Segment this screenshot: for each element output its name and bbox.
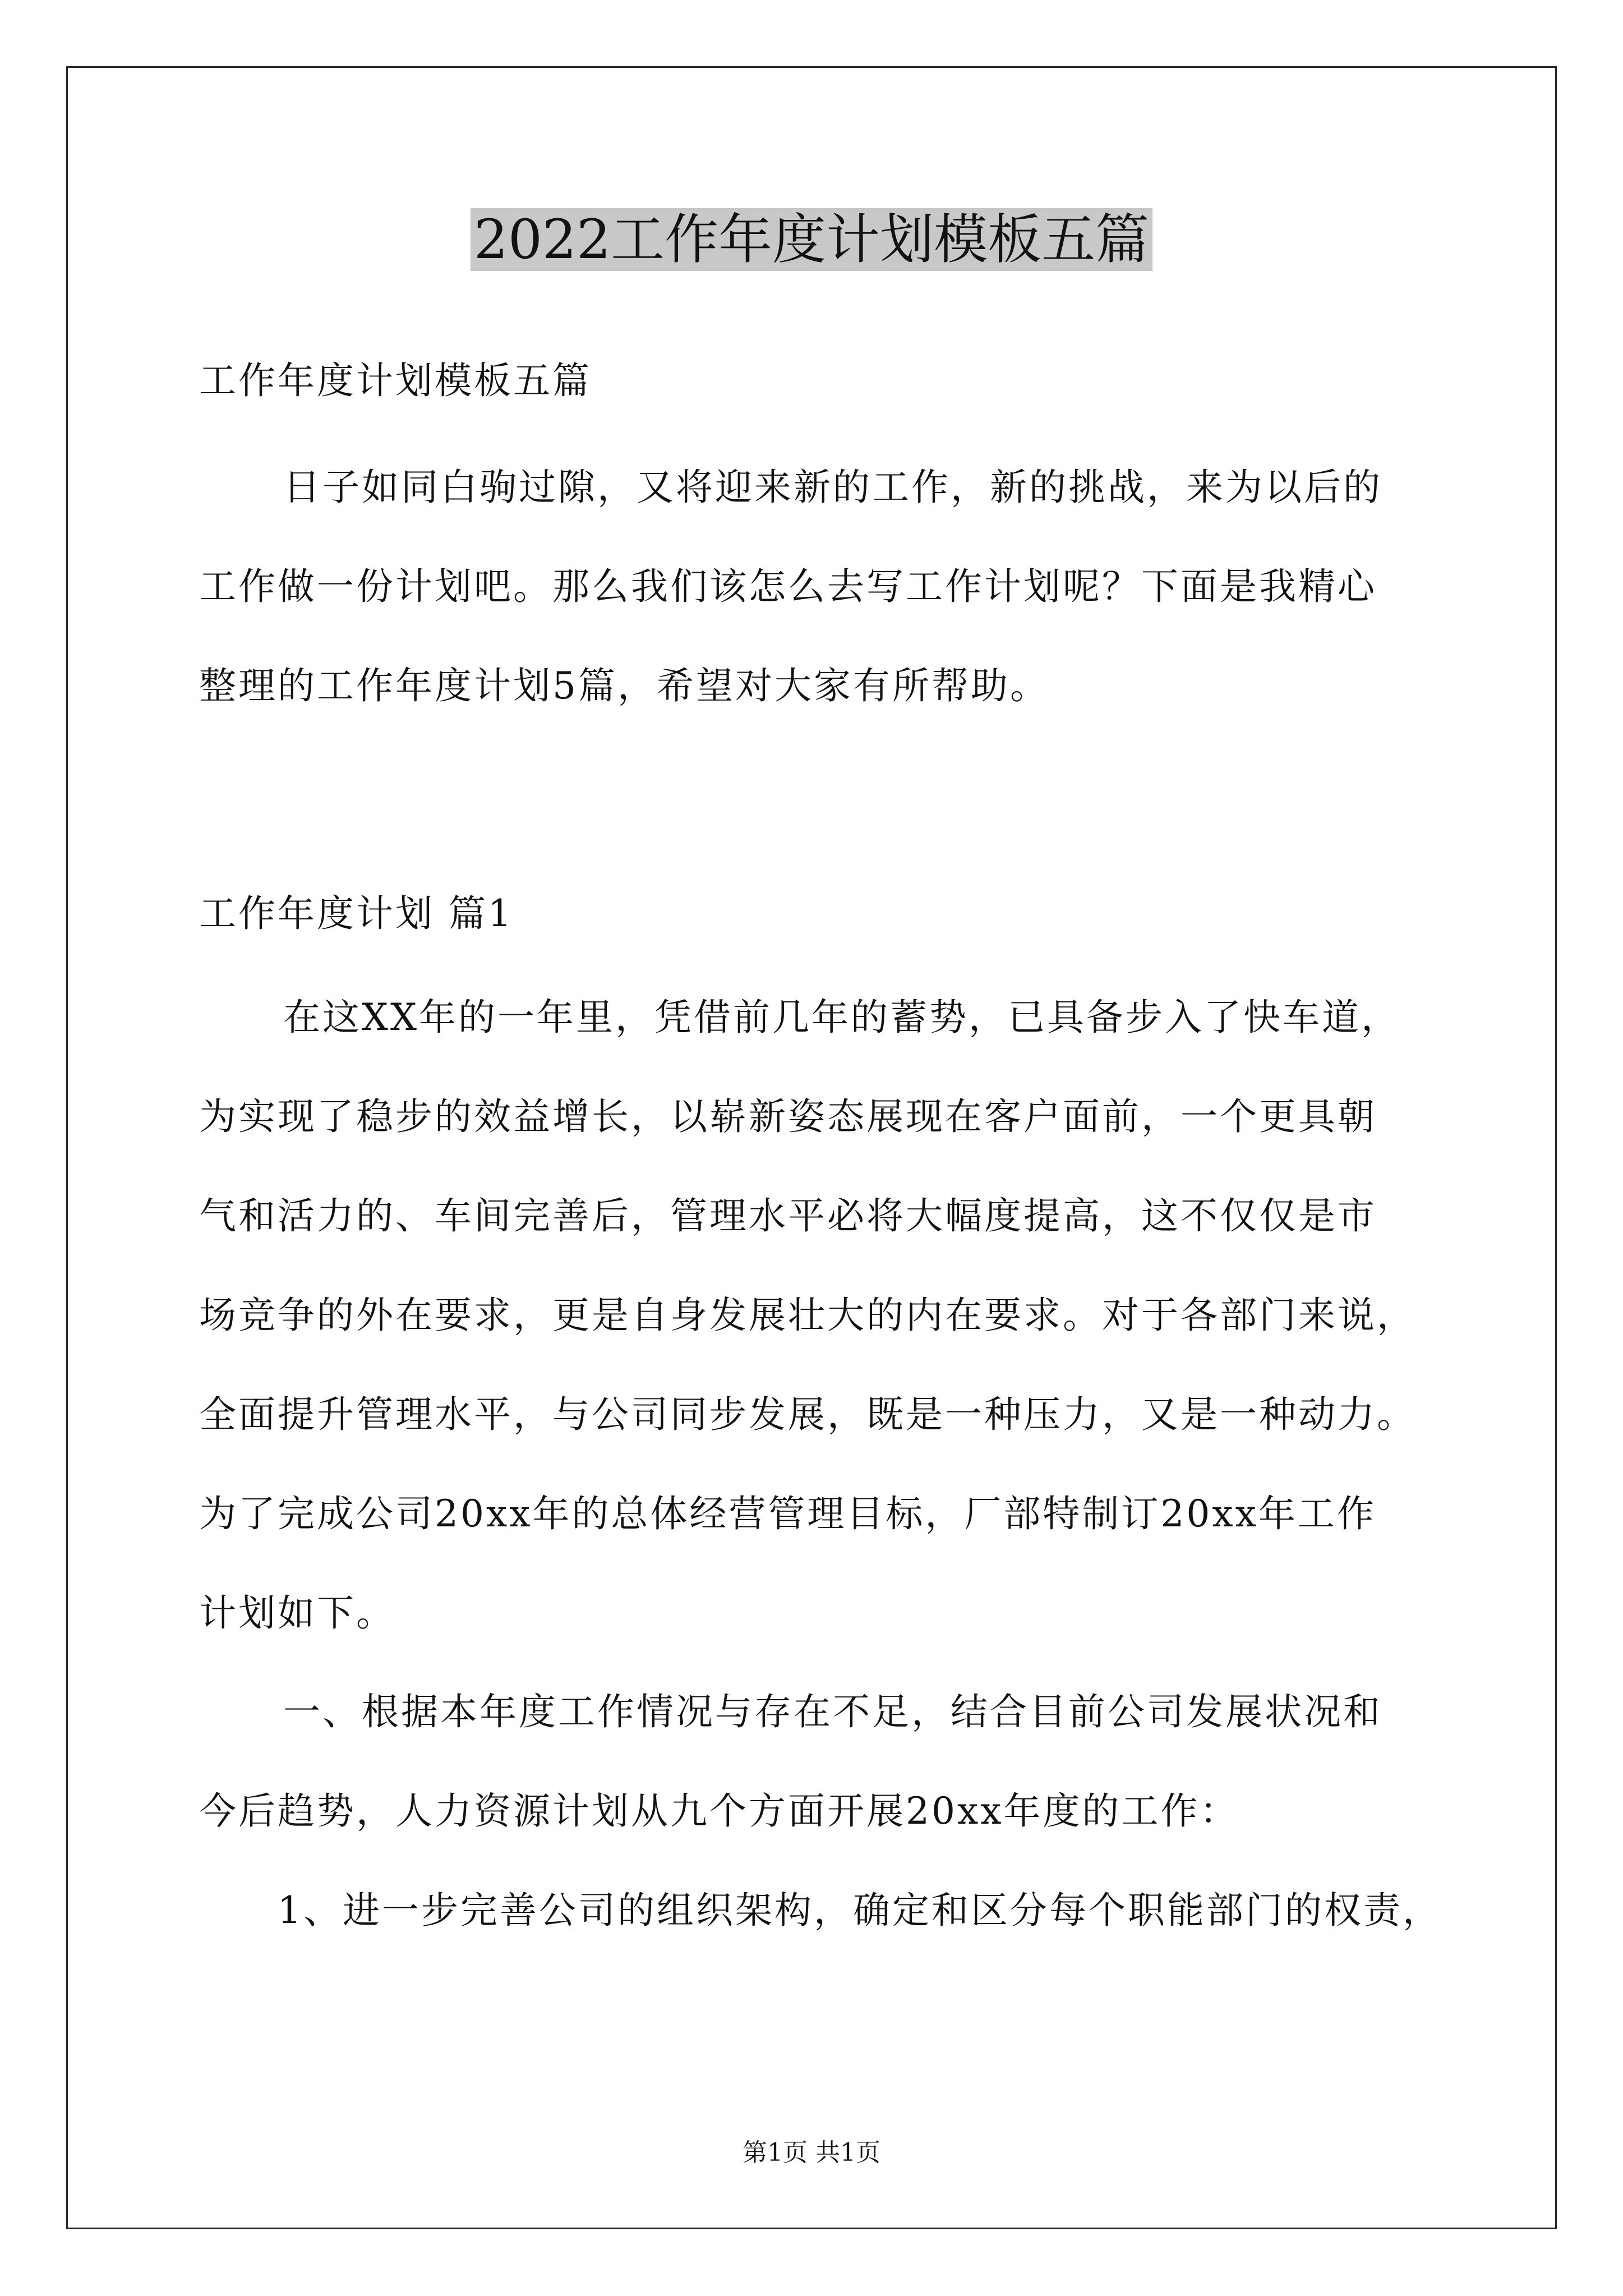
paragraph-line: 一、根据本年度工作情况与存在不足，结合目前公司发展状况和 [283, 1690, 1382, 1733]
paragraph-line: 今后趋势，人力资源计划从九个方面开展20xx年度的工作： [199, 1789, 1239, 1833]
intro-line: 整理的工作年度计划5篇，希望对大家有所帮助。 [199, 664, 1049, 707]
paragraph-line: 为了完成公司20xx年的总体经营管理目标，厂部特制订20xx年工作 [199, 1492, 1376, 1535]
section-heading: 工作年度计划 篇1 [199, 892, 514, 935]
paragraph-line: 1、进一步完善公司的组织架构，确定和区分每个职能部门的权责， [278, 1889, 1442, 1932]
intro-line: 工作做一份计划吧。那么我们该怎么去写工作计划呢？下面是我精心 [199, 565, 1377, 608]
section-paragraph-1 [199, 968, 1433, 1663]
section-paragraph-3 [199, 1861, 1442, 1960]
intro-paragraph [199, 438, 1433, 735]
paragraph-line: 气和活力的、车间完善后，管理水平必将大幅度提高，这不仅仅是市 [199, 1194, 1377, 1237]
document-title [0, 203, 1623, 276]
paragraph-line: 为实现了稳步的效益增长，以崭新姿态展现在客户面前，一个更具朝 [199, 1095, 1377, 1138]
section-paragraph-2 [199, 1662, 1433, 1861]
document-subtitle: 工作年度计划模板五篇 [199, 359, 592, 402]
document-title-text: 2022工作年度计划模板五篇 [471, 208, 1152, 271]
paragraph-line: 在这XX年的一年里，凭借前几年的蓄势，已具备步入了快车道， [283, 996, 1400, 1039]
page-number-footer: 第1页 共1页 [743, 2138, 880, 2167]
intro-line: 日子如同白驹过隙，又将迎来新的工作，新的挑战，来为以后的 [283, 466, 1382, 509]
paragraph-line: 全面提升管理水平，与公司同步发展，既是一种压力，又是一种动力。 [199, 1393, 1416, 1436]
paragraph-line: 场竞争的外在要求，更是自身发展壮大的内在要求。对于各部门来说， [199, 1294, 1416, 1337]
paragraph-line: 计划如下。 [199, 1591, 395, 1635]
